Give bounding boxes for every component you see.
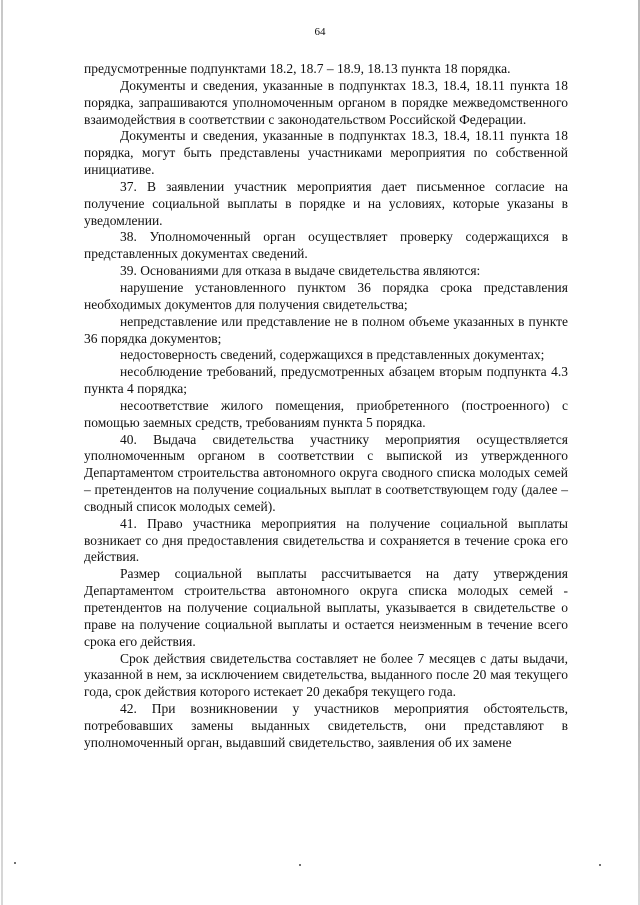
paragraph: Документы и сведения, указанные в подпунктах 18.3, 18.4, 18.11 пункта 18 порядка, могут быть представлены участниками мероприятия по собственной инициативе. bbox=[84, 128, 568, 178]
scan-edge-left bbox=[1, 0, 3, 905]
paragraph-continuation: предусмотренные подпунктами 18.2, 18.7 – 18.9, 18.13 пункта 18 порядка. bbox=[84, 61, 511, 76]
paragraph-clause-41: 41. Право участника мероприятия на получение социальной выплаты возникает со дня предоставления свидетельства и сохраняется в течение срока его действия. bbox=[84, 515, 568, 565]
paragraph-list-item: нарушение установленного пунктом 36 порядка срока представления необходимых документов для получения свидетельства; bbox=[84, 279, 568, 312]
paragraph-list-item: недостоверность сведений, содержащихся в представленных документах; bbox=[120, 347, 545, 363]
document-body bbox=[84, 61, 568, 752]
paragraph-clause-37: 37. В заявлении участник мероприятия дает письменное согласие на получение социальной выплаты в порядке и на условиях, которые указаны в уведомлении. bbox=[84, 178, 568, 228]
paragraph: Размер социальной выплаты рассчитывается на дату утверждения Департаментом строительства автономного округа списка молодых семей - претендентов на получение социальной выплаты, указывается в свидетельстве о праве на получение социальной выплаты и остается неизменным в течение всего срока его действия. bbox=[84, 566, 568, 649]
paragraph-clause-39: 39. Основаниями для отказа в выдаче свидетельства являются: bbox=[120, 263, 481, 279]
paragraph-clause-40: 40. Выдача свидетельства участнику мероприятия осуществляется уполномоченным органом в соответствии с выпиской из утвержденного Департаментом строительства автономного округа сводного списка молодых семей – претендентов на получение социальных выплат в соответствующем году (далее – сводный список молодых семей). bbox=[84, 431, 568, 514]
paragraph: Документы и сведения, указанные в подпунктах 18.3, 18.4, 18.11 пункта 18 порядка, запрашиваются уполномоченным органом в порядке межведомственного взаимодействия в соответствии с законодательством Российской Федерации. bbox=[84, 77, 568, 127]
scan-speck bbox=[14, 862, 16, 864]
paragraph: Срок действия свидетельства составляет не более 7 месяцев с даты выдачи, указанной в нем, за исключением свидетельства, выданного после 20 мая текущего года, срок действия которого истекает 20 декабря текущего года. bbox=[84, 650, 568, 700]
paragraph-clause-42: 42. При возникновении у участников мероприятия обстоятельств, потребовавших замены выданных свидетельств, они представляют в уполномоченный орган, выдавший свидетельство, заявления об их замене bbox=[84, 701, 568, 750]
scan-speck bbox=[599, 864, 601, 866]
paragraph-clause-38: 38. Уполномоченный орган осуществляет проверку содержащихся в представленных документах сведений. bbox=[84, 229, 568, 262]
paragraph-list-item: непредставление или представление не в полном объеме указанных в пункте 36 порядка документов; bbox=[84, 313, 568, 346]
scan-speck bbox=[299, 864, 301, 866]
paragraph-list-item: несоблюдение требований, предусмотренных абзацем вторым подпункта 4.3 пункта 4 порядка; bbox=[84, 364, 568, 397]
page-number: 64 bbox=[314, 26, 326, 38]
paragraph-list-item: несоответствие жилого помещения, приобретенного (построенного) с помощью заемных средств, требованиям пункта 5 порядка. bbox=[84, 397, 568, 430]
